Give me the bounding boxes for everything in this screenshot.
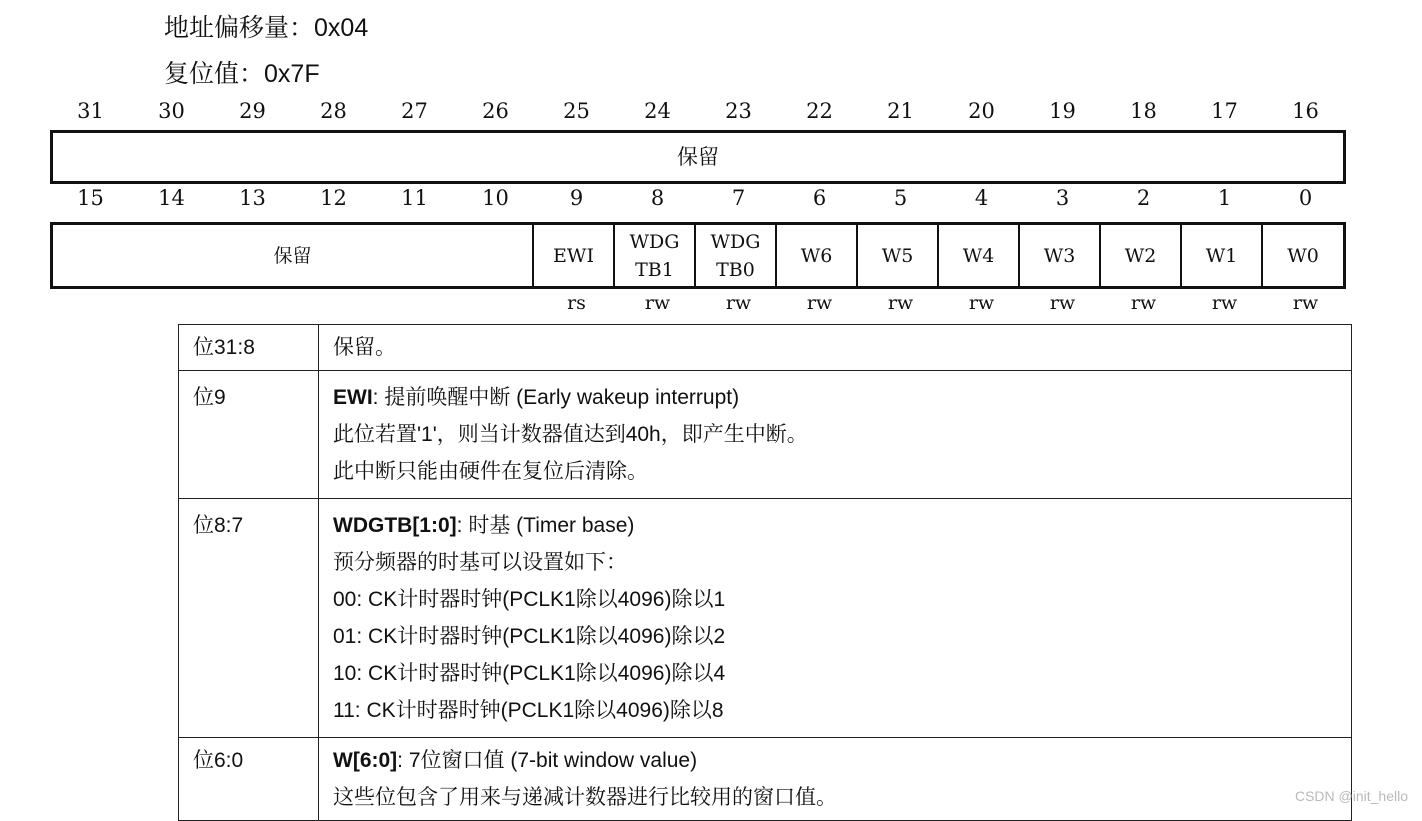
w6-field: W6 xyxy=(775,225,856,286)
access-types xyxy=(50,292,1346,320)
reset-value xyxy=(164,54,320,90)
bits-cell: 位8:7 xyxy=(179,499,319,738)
w5-field: W5 xyxy=(856,225,937,286)
wdgtb1-line2: TB1 xyxy=(635,258,674,281)
bit-number: 28 xyxy=(320,99,347,123)
description-title xyxy=(333,379,1337,416)
field-name: EWI xyxy=(333,386,373,409)
description-cell xyxy=(319,738,1352,821)
w0-field: W0 xyxy=(1261,225,1343,286)
description-title xyxy=(333,507,1337,544)
reset-value-text: 0x7F xyxy=(264,60,320,88)
bit-number: 19 xyxy=(1049,99,1076,123)
bit-number: 7 xyxy=(731,186,746,210)
wdgtb0-line2: TB0 xyxy=(716,258,755,281)
field-title: : 提前唤醒中断 (Early wakeup interrupt) xyxy=(372,386,740,409)
bit-number: 6 xyxy=(812,186,827,210)
description-line: 10: CK计时器时钟(PCLK1除以4096)除以4 xyxy=(333,662,726,685)
access-wdgtb1: rw xyxy=(644,292,671,314)
access-w0: rw xyxy=(1292,292,1319,314)
w1-field: W1 xyxy=(1180,225,1261,286)
ewi-field: EWI xyxy=(532,225,613,286)
bit-number: 11 xyxy=(401,186,428,210)
reset-label: 复位值： xyxy=(164,60,265,88)
table-row xyxy=(179,738,1352,821)
watermark: CSDN @init_hello xyxy=(1294,788,1408,804)
wdgtb1-line1: WDG xyxy=(629,230,680,253)
bit-number: 10 xyxy=(482,186,509,210)
bit-number: 30 xyxy=(158,99,185,123)
bit-number: 16 xyxy=(1292,99,1319,123)
bit-number: 25 xyxy=(563,99,590,123)
description-line: 保留。 xyxy=(333,336,396,359)
wdgtb1-field xyxy=(613,225,694,286)
bit-number: 23 xyxy=(725,99,752,123)
access-w6: rw xyxy=(806,292,833,314)
table-row xyxy=(179,325,1352,371)
access-wdgtb0: rw xyxy=(725,292,752,314)
access-w1: rw xyxy=(1211,292,1238,314)
offset-value: 0x04 xyxy=(314,14,369,42)
field-name: W[6:0] xyxy=(333,749,398,772)
bit-description-table xyxy=(178,324,1352,821)
bit-number: 14 xyxy=(158,186,185,210)
description-line: 此中断只能由硬件在复位后清除。 xyxy=(333,460,648,483)
bit-number: 1 xyxy=(1217,186,1232,210)
table-row xyxy=(179,371,1352,499)
wdgtb0-field xyxy=(694,225,775,286)
bit-number: 12 xyxy=(320,186,347,210)
bits-cell: 位9 xyxy=(179,371,319,499)
bit-number: 2 xyxy=(1136,186,1151,210)
bit-number: 9 xyxy=(569,186,584,210)
bit-number: 4 xyxy=(974,186,989,210)
description-line: 此位若置'1'，则当计数器值达到40h，即产生中断。 xyxy=(333,423,808,446)
bit-number: 20 xyxy=(968,99,995,123)
bit-number: 17 xyxy=(1211,99,1238,123)
access-w4: rw xyxy=(968,292,995,314)
bit-number: 3 xyxy=(1055,186,1070,210)
bit-numbers-low xyxy=(50,186,1346,216)
bit-number: 5 xyxy=(893,186,908,210)
description-line: 01: CK计时器时钟(PCLK1除以4096)除以2 xyxy=(333,625,726,648)
field-title: : 时基 (Timer base) xyxy=(456,514,635,537)
bit-number: 22 xyxy=(806,99,833,123)
bit-number: 15 xyxy=(77,186,104,210)
access-ewi: rs xyxy=(567,292,586,314)
bit-number: 18 xyxy=(1130,99,1157,123)
description-line: 预分频器的时基可以设置如下： xyxy=(333,551,627,574)
access-w5: rw xyxy=(887,292,914,314)
reserved-field-low: 保留 xyxy=(273,244,312,267)
w4-field: W4 xyxy=(937,225,1018,286)
address-offset xyxy=(164,8,368,44)
description-cell xyxy=(319,371,1352,499)
table-row xyxy=(179,499,1352,738)
description-cell xyxy=(319,325,1352,371)
field-name: WDGTB[1:0] xyxy=(333,514,457,537)
bits-cell: 位6:0 xyxy=(179,738,319,821)
bit-numbers-high xyxy=(50,99,1346,129)
bits-cell: 位31:8 xyxy=(179,325,319,371)
description-title xyxy=(333,742,1337,779)
bit-number: 29 xyxy=(239,99,266,123)
register-low-row xyxy=(50,222,1346,289)
bit-number: 8 xyxy=(650,186,665,210)
description-line: 11: CK计时器时钟(PCLK1除以4096)除以8 xyxy=(333,699,724,722)
register-high-row xyxy=(50,130,1346,184)
description-cell xyxy=(319,499,1352,738)
description-line: 这些位包含了用来与递减计数器进行比较用的窗口值。 xyxy=(333,786,837,809)
access-w2: rw xyxy=(1130,292,1157,314)
access-w3: rw xyxy=(1049,292,1076,314)
bit-number: 31 xyxy=(77,99,104,123)
bit-number: 21 xyxy=(887,99,914,123)
bit-number: 0 xyxy=(1298,186,1313,210)
bit-number: 27 xyxy=(401,99,428,123)
reserved-field-high: 保留 xyxy=(677,145,719,169)
wdgtb0-line1: WDG xyxy=(710,230,761,253)
w2-field: W2 xyxy=(1099,225,1180,286)
bit-number: 13 xyxy=(239,186,266,210)
field-title: : 7位窗口值 (7-bit window value) xyxy=(397,749,698,772)
description-line: 00: CK计时器时钟(PCLK1除以4096)除以1 xyxy=(333,588,726,611)
w3-field: W3 xyxy=(1018,225,1099,286)
bit-number: 24 xyxy=(644,99,671,123)
offset-label: 地址偏移量： xyxy=(164,14,315,42)
bit-number: 26 xyxy=(482,99,509,123)
